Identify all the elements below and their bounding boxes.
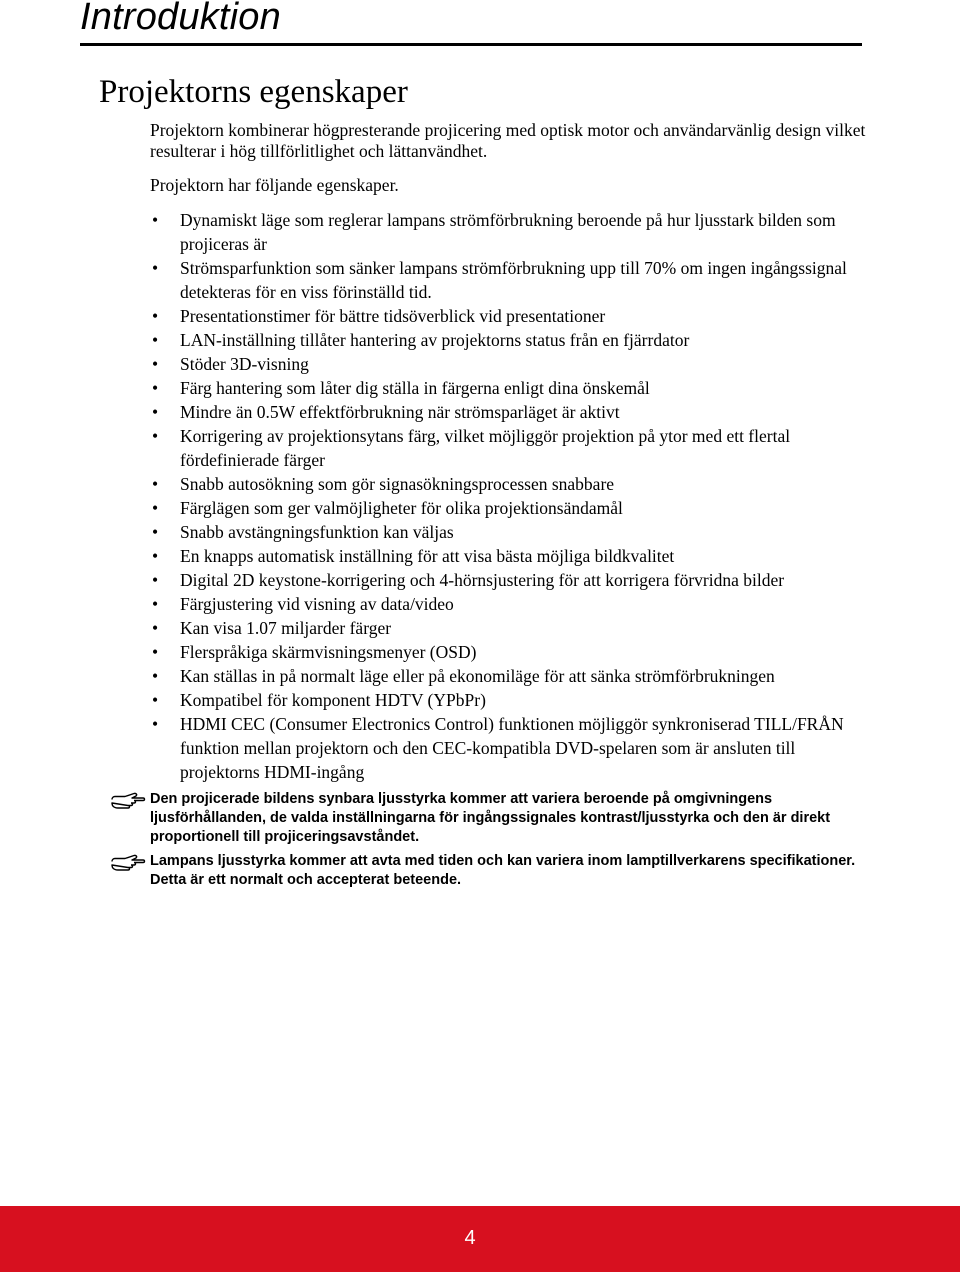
bullet-icon: • [152, 570, 159, 590]
feature-item [150, 352, 870, 376]
bullet-icon: • [152, 618, 159, 638]
note-brightness-ambient [110, 790, 870, 847]
bullet-icon: • [152, 426, 159, 446]
bullet-icon: • [152, 594, 159, 614]
page-number: 4 [464, 1227, 476, 1249]
feature-item [150, 376, 870, 400]
feature-list [150, 208, 870, 784]
note-text: Den projicerade bildens synbara ljusstyrka kommer att variera beroende på omgivningens ljusförhållanden, de valda inställningarna för ingångssignales kontrast/ljusstyrka och den är direkt proportionell till projiceringsavståndet. [150, 791, 831, 845]
feature-item [150, 256, 870, 304]
feature-text: LAN-inställning tillåter hantering av projektorns status från en fjärrdator [180, 330, 690, 350]
intro-paragraph: Projektorn kombinerar högpresterande projicering med optisk motor och användarvänlig design vilket resulterar i hög tillförlitlighet och lättanvändhet. [150, 120, 866, 161]
feature-item [150, 328, 870, 352]
bullet-icon: • [152, 522, 159, 542]
chapter-title: Introduktion [80, 0, 281, 38]
feature-text: Färg hantering som låter dig ställa in färgerna enligt dina önskemål [180, 378, 650, 398]
feature-text: Stöder 3D-visning [180, 354, 309, 374]
feature-item [150, 208, 870, 256]
bullet-icon: • [152, 498, 159, 518]
bullet-icon: • [152, 546, 159, 566]
feature-item [150, 592, 870, 616]
feature-item [150, 688, 870, 712]
feature-text: Snabb avstängningsfunktion kan väljas [180, 522, 454, 542]
bullet-icon: • [152, 402, 159, 422]
feature-item [150, 400, 870, 424]
bullet-icon: • [152, 474, 159, 494]
feature-item [150, 664, 870, 688]
feature-item [150, 712, 870, 784]
bullet-icon: • [152, 258, 159, 278]
feature-item [150, 424, 870, 472]
title-rule [80, 43, 862, 46]
bullet-icon: • [152, 714, 159, 734]
feature-item [150, 472, 870, 496]
feature-text: HDMI CEC (Consumer Electronics Control) funktionen möjliggör synkroniserad TILL/FRÅN funktion mellan projektorn och den CEC-kompatibla DVD-spelaren som är ansluten till projektorns HDMI-ingång [180, 714, 844, 782]
feature-item [150, 304, 870, 328]
features-lead: Projektorn har följande egenskaper. [150, 175, 399, 195]
feature-item [150, 544, 870, 568]
feature-text: Presentationstimer för bättre tidsöverblick vid presentationer [180, 306, 606, 326]
bullet-icon: • [152, 690, 159, 710]
feature-item [150, 640, 870, 664]
bullet-icon: • [152, 666, 159, 686]
feature-text: Mindre än 0.5W effektförbrukning när strömsparläget är aktivt [180, 402, 620, 422]
feature-text: Färglägen som ger valmöjligheter för olika projektionsändamål [180, 498, 623, 518]
feature-item [150, 616, 870, 640]
section-heading: Projektorns egenskaper [99, 74, 408, 110]
feature-text: Korrigering av projektionsytans färg, vilket möjliggör projektion på ytor med ett flertal fördefinierade färger [180, 426, 791, 470]
feature-text: Snabb autosökning som gör signasökningsprocessen snabbare [180, 474, 615, 494]
feature-text: Digital 2D keystone-korrigering och 4-hörnsjustering för att korrigera förvridna bilder [180, 570, 785, 590]
feature-text: Kan ställas in på normalt läge eller på ekonomiläge för att sänka strömförbrukningen [180, 666, 775, 686]
pointing-hand-icon [110, 790, 146, 812]
feature-item [150, 568, 870, 592]
note-lamp-brightness [110, 852, 870, 890]
bullet-icon: • [152, 642, 159, 662]
feature-item [150, 520, 870, 544]
feature-text: En knapps automatisk inställning för att visa bästa möjliga bildkvalitet [180, 546, 675, 566]
feature-text: Flerspråkiga skärmvisningsmenyer (OSD) [180, 642, 477, 662]
feature-text: Kan visa 1.07 miljarder färger [180, 618, 392, 638]
bullet-icon: • [152, 354, 159, 374]
bullet-icon: • [152, 306, 159, 326]
feature-text: Färgjustering vid visning av data/video [180, 594, 454, 614]
feature-text: Kompatibel för komponent HDTV (YPbPr) [180, 690, 486, 710]
note-text: Lampans ljusstyrka kommer att avta med tiden och kan variera inom lamptillverkarens specifikationer. Detta är ett normalt och accepterat beteende. [150, 853, 856, 888]
pointing-hand-icon [110, 852, 146, 874]
feature-text: Dynamiskt läge som reglerar lampans strömförbrukning beroende på hur ljusstark bilden som projiceras är [180, 210, 836, 254]
feature-item [150, 496, 870, 520]
bullet-icon: • [152, 210, 159, 230]
feature-text: Strömsparfunktion som sänker lampans strömförbrukning upp till 70% om ingen ingångssignal detekteras för en viss förinställd tid. [180, 258, 847, 302]
bullet-icon: • [152, 330, 159, 350]
bullet-icon: • [152, 378, 159, 398]
